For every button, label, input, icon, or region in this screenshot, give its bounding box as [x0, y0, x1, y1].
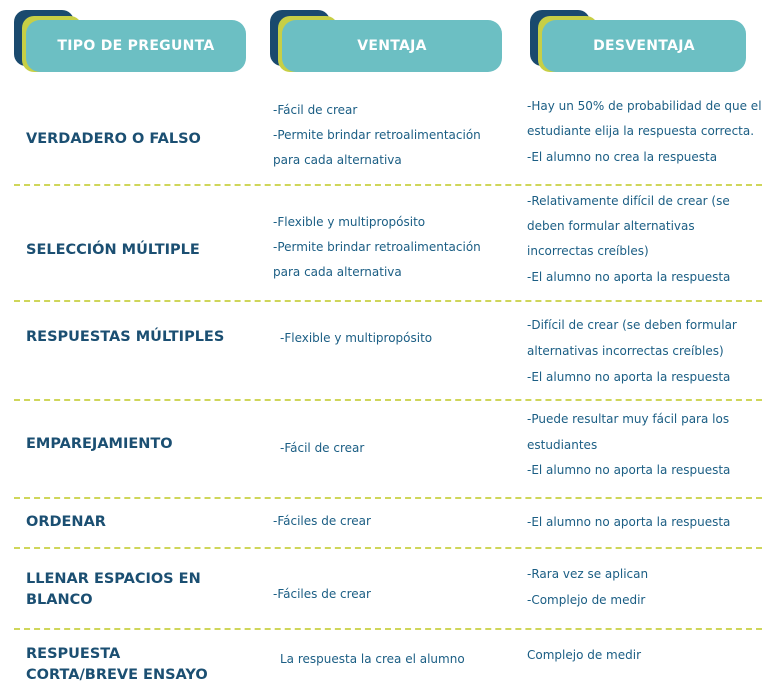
desventaja-text: deben formular alternativas	[527, 219, 695, 233]
desventaja-text: -El alumno no aporta la respuesta	[527, 463, 731, 477]
row-title-verdadero-falso: VERDADERO O FALSO	[26, 131, 201, 147]
header-desventaja-label: DESVENTAJA	[542, 20, 746, 72]
row-divider	[14, 184, 762, 186]
row-divider	[14, 497, 762, 499]
desventaja-text: -Complejo de medir	[527, 593, 646, 607]
header-tipo-label: TIPO DE PREGUNTA	[26, 20, 246, 72]
row-title-line: BLANCO	[26, 592, 93, 608]
desventaja-text: -Rara vez se aplican	[527, 567, 649, 581]
ventaja-text: para cada alternativa	[273, 265, 402, 279]
desventaja-text: -El alumno no aporta la respuesta	[527, 515, 731, 529]
row-title-emparejamiento: EMPAREJAMIENTO	[26, 436, 173, 452]
ventaja-text: -Fácil de crear	[280, 441, 365, 455]
desventaja-text: -Puede resultar muy fácil para los	[527, 412, 730, 426]
row-title-line: CORTA/BREVE ENSAYO	[26, 667, 208, 683]
row-title-seleccion-multiple: SELECCIÓN MÚLTIPLE	[26, 242, 200, 258]
row-divider	[14, 300, 762, 302]
header-desventaja	[530, 10, 746, 72]
row-title-line: RESPUESTA	[26, 646, 121, 662]
row-title-respuestas-multiples: RESPUESTAS MÚLTIPLES	[26, 329, 225, 345]
header-ventaja	[270, 10, 502, 72]
row-title-ordenar: ORDENAR	[26, 514, 106, 530]
ventaja-text: -Flexible y multipropósito	[280, 331, 433, 345]
desventaja-text: incorrectas creíbles)	[527, 244, 649, 258]
desventaja-text: Complejo de medir	[527, 648, 642, 662]
ventaja-text: -Permite brindar retroalimentación	[273, 128, 481, 142]
ventaja-text: -Fáciles de crear	[273, 587, 371, 601]
row-title-line: LLENAR ESPACIOS EN	[26, 571, 201, 587]
header-ventaja-label: VENTAJA	[282, 20, 502, 72]
desventaja-text: estudiantes	[527, 438, 598, 452]
desventaja-text: -Difícil de crear (se deben formular	[527, 318, 737, 332]
header-tipo	[14, 10, 246, 72]
row-divider	[14, 628, 762, 630]
desventaja-text: -El alumno no aporta la respuesta	[527, 270, 731, 284]
row-divider	[14, 399, 762, 401]
ventaja-text: -Flexible y multipropósito	[273, 215, 426, 229]
desventaja-text: -El alumno no crea la respuesta	[527, 150, 718, 164]
desventaja-text: -Hay un 50% de probabilidad de que el	[527, 99, 762, 113]
ventaja-text: La respuesta la crea el alumno	[280, 652, 465, 666]
ventaja-text: -Permite brindar retroalimentación	[273, 240, 481, 254]
ventaja-text: -Fáciles de crear	[273, 514, 371, 528]
desventaja-text: -El alumno no aporta la respuesta	[527, 370, 731, 384]
ventaja-text: -Fácil de crear	[273, 103, 358, 117]
desventaja-text: estudiante elija la respuesta correcta.	[527, 124, 755, 138]
row-title-respuesta-corta	[26, 644, 208, 686]
row-title-llenar-espacios	[26, 569, 201, 611]
desventaja-text: -Relativamente difícil de crear (se	[527, 194, 730, 208]
desventaja-text: alternativas incorrectas creíbles)	[527, 344, 724, 358]
row-divider	[14, 547, 762, 549]
ventaja-text: para cada alternativa	[273, 153, 402, 167]
